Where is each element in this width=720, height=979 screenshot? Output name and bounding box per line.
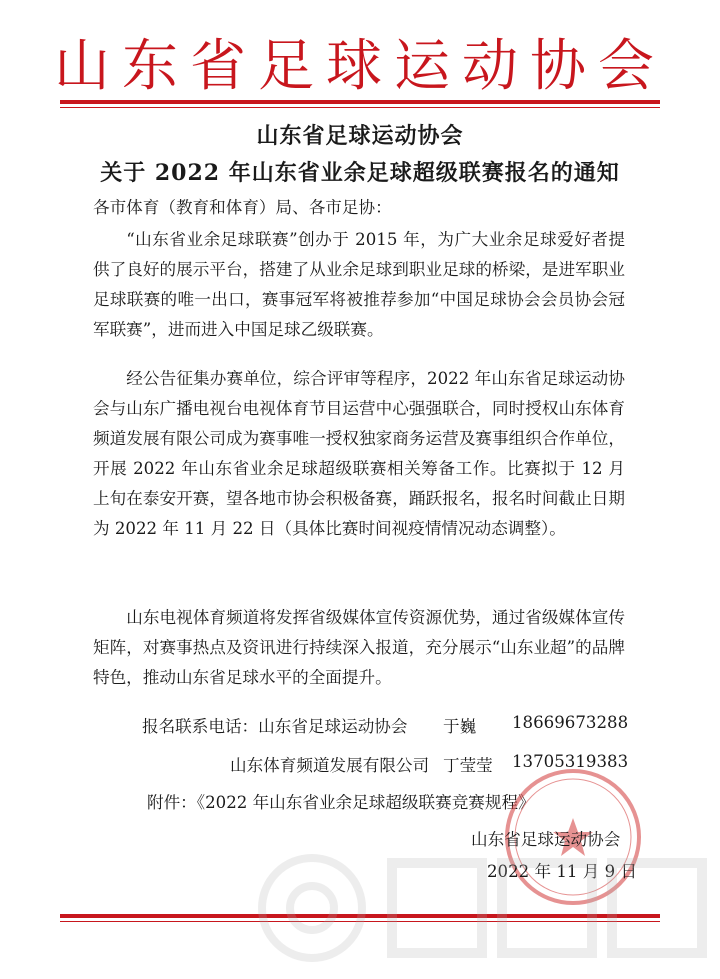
contact-name-1: 于巍 bbox=[443, 717, 477, 736]
contact-label: 报名联系电话：山东省足球运动协会 bbox=[142, 717, 408, 736]
notice-title-line2: 关于 2022 年山东省业余足球超级联赛报名的通知 bbox=[100, 160, 620, 186]
watermark-logo-icon bbox=[252, 838, 712, 978]
contact-org-2: 山东体育频道发展有限公司 bbox=[230, 756, 430, 775]
paragraph-3: 山东电视体育频道将发挥省级媒体宣传资源优势，通过省级媒体宣传矩阵，对赛事热点及资讯进行持续深入报道，充分展示“山东业超”的品牌特色，推动山东省足球水平的全面提升。 bbox=[93, 608, 625, 687]
letterhead-rule-thick bbox=[60, 100, 660, 104]
notice-title-line1: 山东省足球运动协会 bbox=[256, 123, 464, 149]
contact-phone-2: 13705319383 bbox=[512, 752, 629, 771]
letterhead-title: 山东省足球运动协会 bbox=[54, 34, 666, 99]
contact-phone-1: 18669673288 bbox=[512, 713, 629, 732]
signature-date: 2022 年 11 月 9 日 bbox=[487, 862, 638, 881]
salutation: 各市体育（教育和体育）局、各市足协： bbox=[93, 198, 392, 217]
contact-name-2: 丁莹莹 bbox=[443, 756, 493, 775]
paragraph-1: “山东省业余足球联赛”创办于 2015 年，为广大业余足球爱好者提供了良好的展示平台，搭建了从业余足球到职业足球的桥梁，是进军职业足球联赛的唯一出口，赛事冠军将被推荐参加“中国足球协会会员协会冠军联赛”，进而进入中国足球乙级联赛。 bbox=[93, 230, 625, 339]
attachment-line: 附件：《2022 年山东省业余足球超级联赛竞赛规程》 bbox=[147, 793, 535, 812]
letterhead-rule-thin bbox=[60, 107, 660, 108]
paragraph-2: 经公告征集办赛单位，综合评审等程序，2022 年山东省足球运动协会与山东广播电视台电视体育节目运营中心强强联合，同时授权山东体育频道发展有限公司成为赛事唯一授权独家商务运营及赛事组织合作单位，开展 2022 年山东省业余足球超级联赛相关筹备工作。比赛拟于 12 月上旬在泰安开赛，望各地市协会积极备赛，踊跃报名，报名时间截止日期为 2022 年 11 月 22 日（具体比赛时间视疫情情况动态调整）。 bbox=[93, 369, 625, 538]
signature-org: 山东省足球运动协会 bbox=[471, 830, 621, 849]
